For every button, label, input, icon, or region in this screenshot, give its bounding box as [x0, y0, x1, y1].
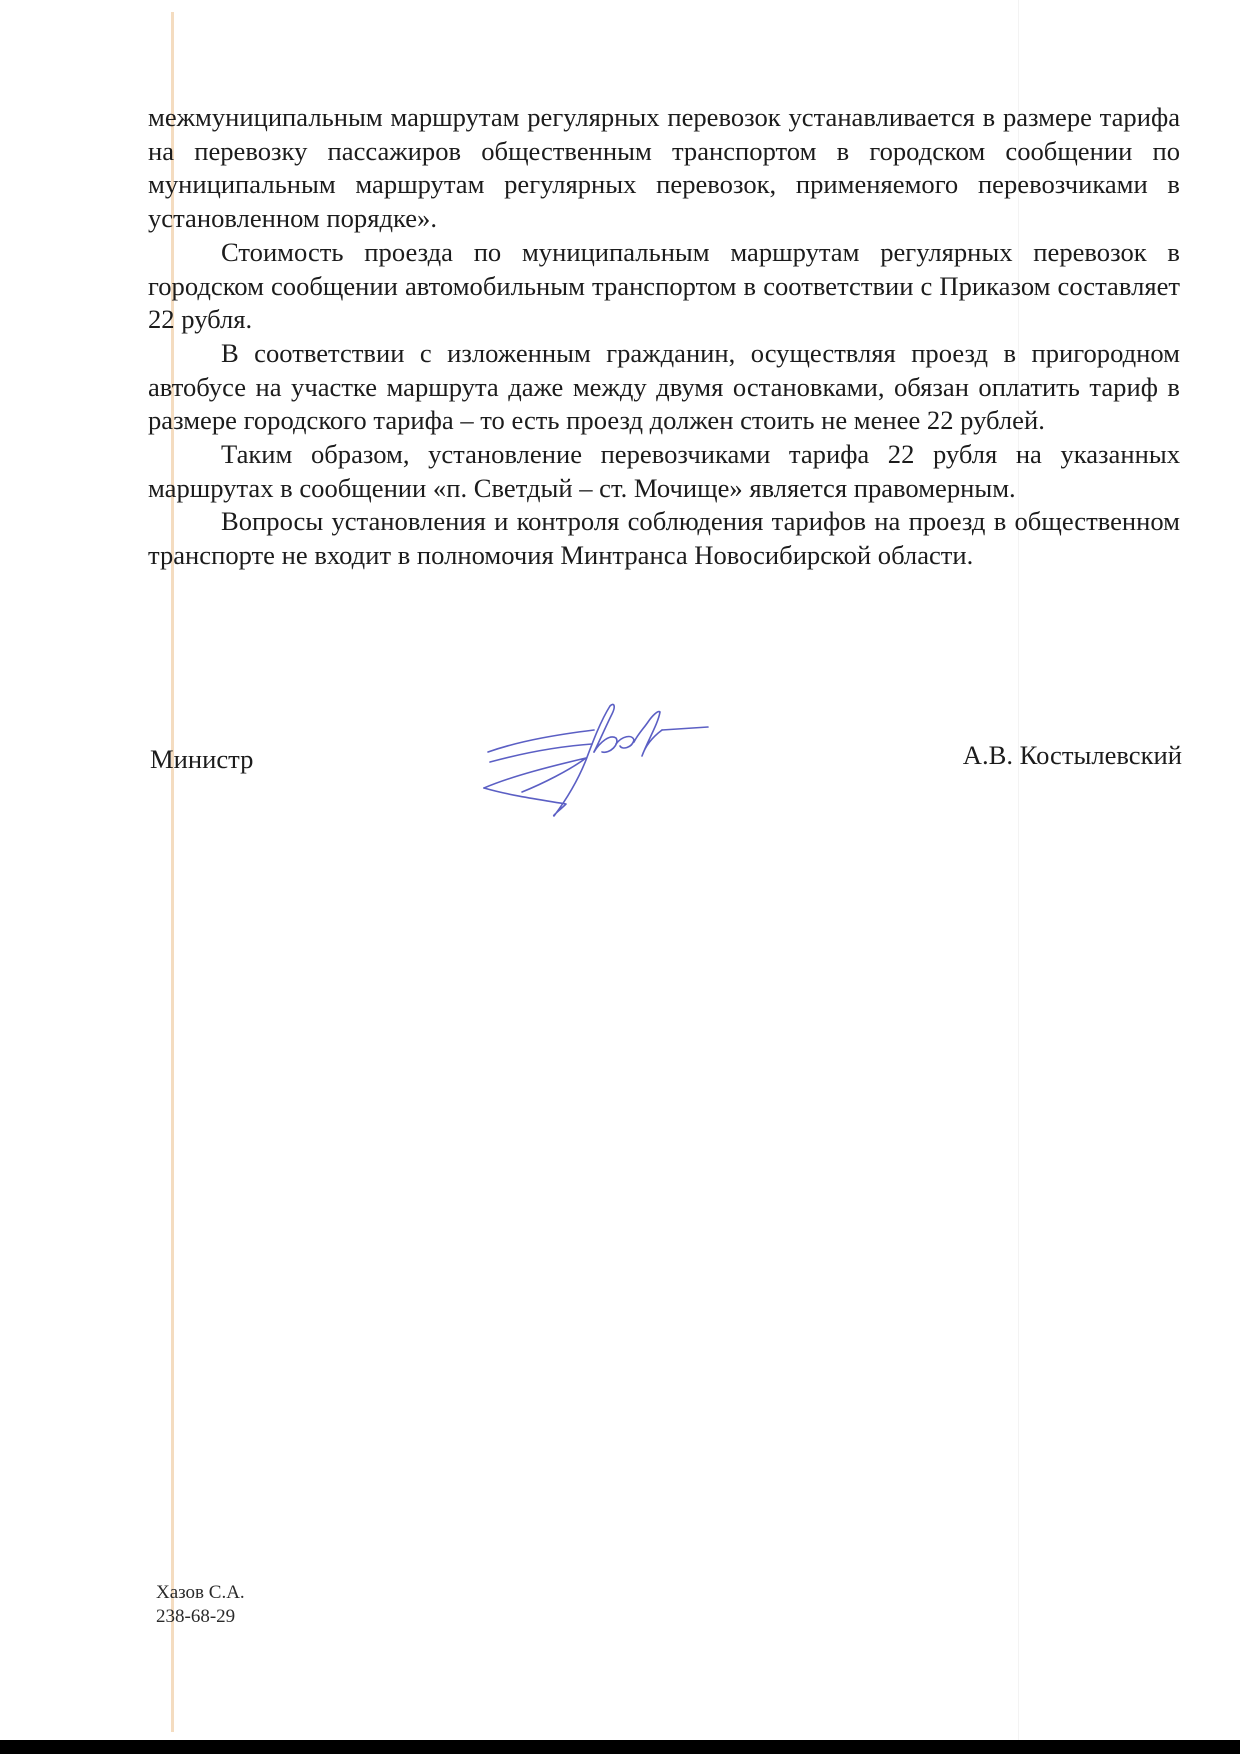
- paragraph-continuation: межмуниципальным маршрутам регулярных перевозок устанавливается в размере тарифа на перевозку пассажиров общественным транспортом в городском сообщении по муниципальным маршрутам регулярных перевозок, применяемого перевозчиками в установленном порядке».: [148, 102, 1180, 234]
- paragraph-suburban-bus: В соответствии с изложенным гражданин, осуществляя проезд в пригородном автобусе на участке маршрута даже между двумя остановками, обязан оплатить тариф в размере городского тарифа – то есть проезд должен стоить не менее 22 рублей.: [148, 337, 1180, 436]
- paragraph-conclusion: Таким образом, установление перевозчиками тарифа 22 рубля на указанных маршрутах в сообщении «п. Светдый – ст. Мочище» является правомерным.: [148, 439, 1180, 503]
- letter-body: [148, 101, 1180, 573]
- signatory-position: Министр: [150, 744, 254, 774]
- executor-name: Хазов С.А.: [156, 1582, 245, 1603]
- signatory-name: А.В. Костылевский: [962, 740, 1182, 770]
- paragraph-fare-cost: Стоимость проезда по муниципальным маршрутам регулярных перевозок в городском сообщении автомобильным транспортом в соответствии с Приказом составляет 22 рубля.: [148, 236, 1180, 335]
- handwritten-signature: [482, 700, 714, 820]
- paragraph-authority: Вопросы установления и контроля соблюдения тарифов на проезд в общественном транспорте не входит в полномочия Минтранса Новосибирской области.: [148, 506, 1180, 571]
- scan-bottom-border: [0, 1740, 1240, 1754]
- executor-block: [156, 1581, 245, 1629]
- executor-phone: 238-68-29: [156, 1606, 236, 1627]
